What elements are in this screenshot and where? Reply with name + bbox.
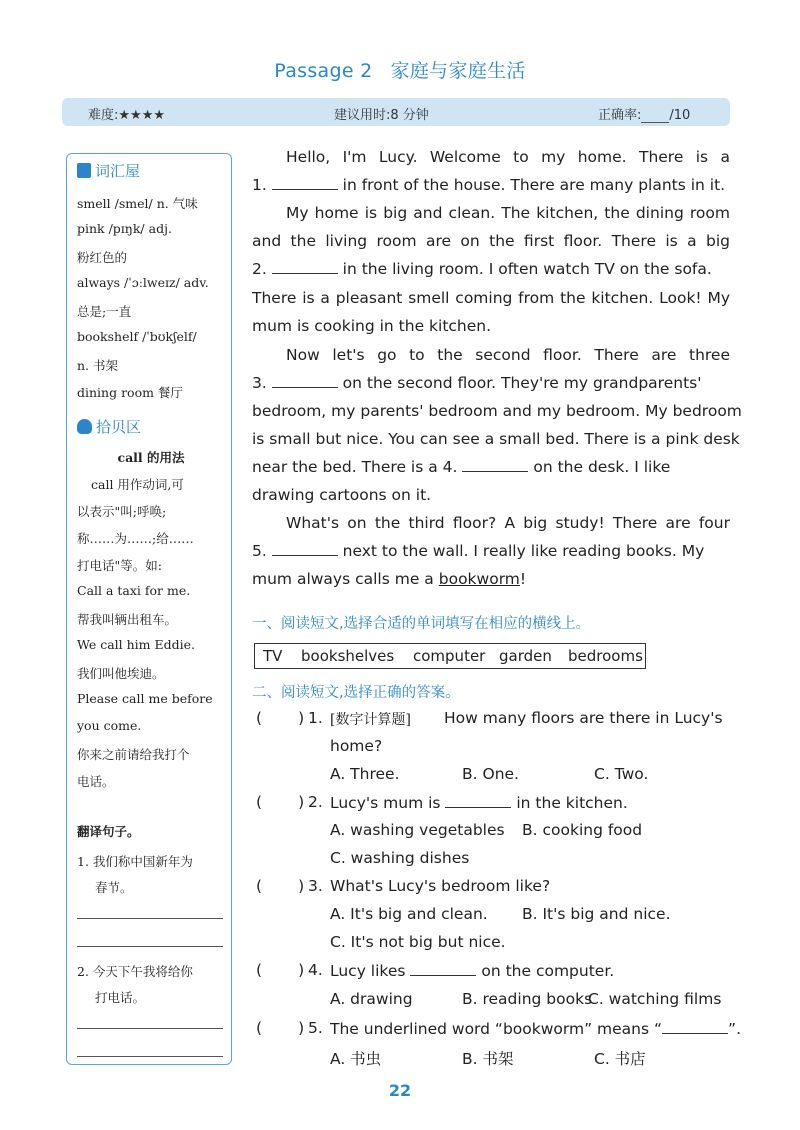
vocab-line: n. 书架	[77, 358, 118, 373]
answer-paren[interactable]: ( )	[256, 877, 305, 895]
passage-line: is small but nice. You can see a small bed. There is a pink desk	[252, 430, 740, 448]
vocab-line: 粉红色的	[77, 250, 128, 265]
passage-line: 1. in front of the house. There are many plants in it.	[252, 176, 726, 194]
passage-line: 2. in the living room. I often watch TV on the sofa.	[252, 260, 712, 278]
passage-line: My home is big and clean. The kitchen, the dining room	[286, 204, 730, 222]
question-number: 3.	[308, 877, 323, 895]
usage-line: 我们叫他埃迪。	[77, 666, 165, 681]
question-number: 5.	[308, 1019, 323, 1037]
answer-line[interactable]	[77, 946, 223, 947]
answer-paren[interactable]: ( )	[256, 709, 305, 727]
blank-3[interactable]	[272, 373, 338, 388]
difficulty: 难度:★★★★	[88, 108, 165, 123]
blank-2[interactable]	[272, 259, 338, 274]
q4-blank[interactable]	[410, 961, 476, 976]
option[interactable]: C. 书店	[594, 1050, 646, 1068]
option[interactable]: A. Three.	[330, 765, 400, 783]
accuracy: 正确率: /10	[598, 108, 691, 123]
word-option: bookshelves	[301, 647, 395, 665]
accuracy-blank[interactable]	[641, 110, 669, 123]
sidebar	[66, 153, 232, 1065]
word-option: garden	[499, 647, 552, 665]
passage-line: mum always calls me a bookworm!	[252, 570, 527, 588]
shell-icon	[77, 419, 92, 434]
usage-line: 打电话"等。如:	[77, 558, 162, 573]
question-number: 1.	[308, 709, 323, 727]
title-en: Passage 2	[274, 60, 373, 82]
vocab-line: 总是;一直	[77, 304, 132, 319]
suggested-time: 建议用时:8 分钟	[334, 108, 429, 123]
vocab-line: always /ˈɔːlweɪz/ adv.	[77, 275, 209, 290]
usage-line: 以表示"叫;呼唤;	[77, 504, 167, 519]
passage-line: Hello, I'm Lucy. Welcome to my home. There is a	[286, 148, 730, 166]
answer-line[interactable]	[77, 918, 223, 919]
question-text: home?	[330, 737, 383, 755]
word-option: computer	[413, 647, 486, 665]
answer-paren[interactable]: ( )	[256, 961, 305, 979]
option[interactable]: B. cooking food	[522, 821, 643, 839]
usage-line: We call him Eddie.	[77, 637, 195, 652]
question-text: Lucy's mum is in the kitchen.	[330, 794, 628, 812]
section2-instruction: 二、阅读短文,选择正确的答案。	[252, 685, 460, 701]
option[interactable]: B. It's big and nice.	[522, 905, 671, 923]
translate-item-1: 1. 我们称中国新年为	[77, 854, 193, 869]
passage-line: 5. next to the wall. I really like reading books. My	[252, 542, 705, 560]
question-text: What's Lucy's bedroom like?	[330, 877, 551, 895]
question-tag: [数字计算题]	[330, 712, 411, 728]
usage-line: Please call me before	[77, 691, 213, 706]
shell-heading: 拾贝区	[77, 416, 225, 437]
translate-item-2-cont: 打电话。	[95, 990, 146, 1005]
book-icon	[77, 163, 91, 178]
passage-line: 3. on the second floor. They're my grandparents'	[252, 374, 702, 392]
question-text: Lucy likes on the computer.	[330, 962, 615, 980]
option[interactable]: C. Two.	[594, 765, 649, 783]
underlined-bookworm: bookworm	[438, 570, 520, 588]
option[interactable]: C. watching films	[588, 990, 722, 1008]
vocab-heading: 词汇屋	[77, 160, 225, 181]
blank-1[interactable]	[272, 175, 338, 190]
passage-line: bedroom, my parents' bedroom and my bedroom. My bedroom	[252, 402, 742, 420]
usage-line: you come.	[77, 718, 142, 733]
option[interactable]: B. 书架	[462, 1050, 514, 1068]
question-text: The underlined word “bookworm” means “ ”.	[330, 1020, 742, 1038]
vocab-line: smell /smel/ n. 气味	[77, 196, 198, 211]
usage-line: 你来之前请给我打个	[77, 747, 190, 762]
usage-line: call 用作动词,可	[91, 477, 184, 492]
option[interactable]: B. reading books	[462, 990, 593, 1008]
passage-line: and the living room are on the first floor. There is a big	[252, 232, 730, 250]
option[interactable]: A. drawing	[330, 990, 413, 1008]
word-option: TV	[263, 647, 283, 665]
question-number: 4.	[308, 961, 323, 979]
usage-line: 帮我叫辆出租车。	[77, 612, 178, 627]
usage-line: 电话。	[77, 774, 115, 789]
option[interactable]: A. 书虫	[330, 1050, 382, 1068]
translate-heading: 翻译句子。	[77, 824, 140, 839]
q2-blank[interactable]	[445, 793, 511, 808]
translate-item-1-cont: 春节。	[95, 880, 133, 895]
vocab-line: pink /pɪŋk/ adj.	[77, 221, 172, 236]
question-text: How many floors are there in Lucy's	[444, 709, 723, 727]
q5-blank[interactable]	[662, 1019, 728, 1034]
option[interactable]: B. One.	[462, 765, 519, 783]
vocab-line: bookshelf /ˈbʊkʃelf/	[77, 329, 197, 344]
title-zh: 家庭与家庭生活	[390, 60, 526, 82]
vocab-line: dining room 餐厅	[77, 385, 183, 400]
option[interactable]: A. washing vegetables	[330, 821, 505, 839]
usage-line: Call a taxi for me.	[77, 583, 191, 598]
answer-line[interactable]	[77, 1056, 223, 1057]
word-option: bedrooms	[568, 647, 643, 665]
usage-line: 称……为……;给……	[77, 531, 194, 546]
passage-title	[0, 56, 800, 83]
answer-paren[interactable]: ( )	[256, 1019, 305, 1037]
section1-instruction: 一、阅读短文,选择合适的单词填写在相应的横线上。	[252, 616, 591, 632]
passage-line: drawing cartoons on it.	[252, 486, 432, 504]
page-number: 22	[388, 1081, 412, 1100]
passage-line: There is a pleasant smell coming from the kitchen. Look! My	[252, 289, 730, 307]
passage-line: mum is cooking in the kitchen.	[252, 317, 492, 335]
question-number: 2.	[308, 793, 323, 811]
passage-line: near the bed. There is a 4. on the desk. I like	[252, 458, 671, 476]
usage-title: call 的用法	[117, 450, 185, 465]
blank-5[interactable]	[272, 541, 338, 556]
option[interactable]: A. It's big and clean.	[330, 905, 488, 923]
info-bar	[62, 98, 730, 126]
answer-paren[interactable]: ( )	[256, 793, 305, 811]
answer-line[interactable]	[77, 1028, 223, 1029]
blank-4[interactable]	[462, 457, 528, 472]
word-box	[254, 643, 646, 669]
translate-item-2: 2. 今天下午我将给你	[77, 964, 193, 979]
option[interactable]: C. washing dishes	[330, 849, 470, 867]
passage-line: Now let's go to the second floor. There are three	[286, 346, 730, 364]
passage-line: What's on the third floor? A big study! There are four	[286, 514, 730, 532]
option[interactable]: C. It's not big but nice.	[330, 933, 506, 951]
